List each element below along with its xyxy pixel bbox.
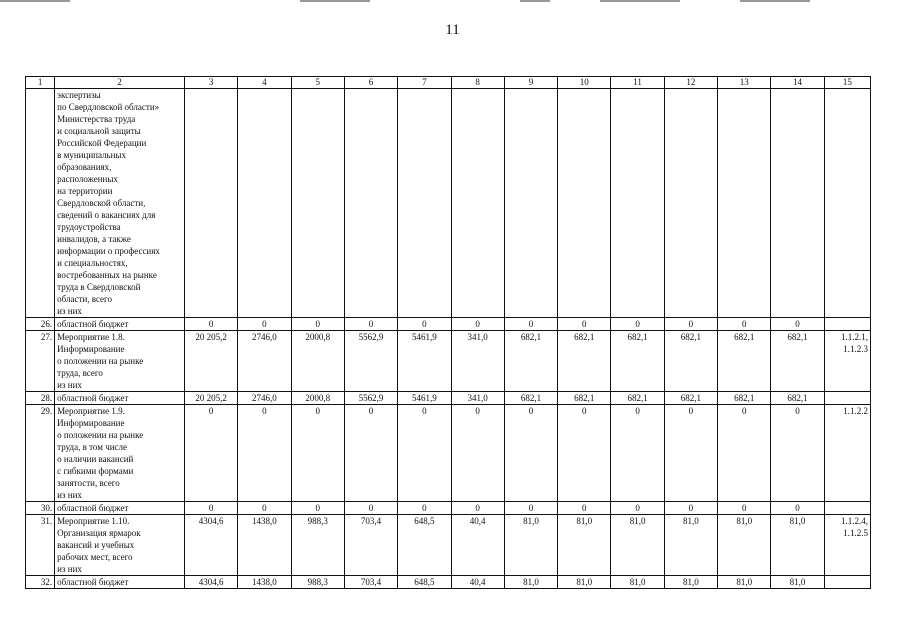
funding-value-cell: 0 (291, 405, 344, 502)
funding-value-cell: 81,0 (664, 515, 717, 576)
funding-value-cell: 0 (344, 318, 397, 331)
funding-value-cell: 4304,6 (184, 576, 237, 589)
funding-value-cell: 81,0 (504, 576, 557, 589)
activity-name-line: экспертизы (57, 90, 101, 100)
funding-value-cell: 0 (718, 318, 771, 331)
activity-name (55, 515, 185, 576)
activity-name-line: с гибкими формами (57, 466, 134, 476)
table-row (26, 576, 871, 589)
activity-name (55, 392, 185, 405)
activity-name-line: труда, в том числе (57, 442, 128, 452)
funding-value-cell: 0 (291, 502, 344, 515)
target-indicator-cell (824, 576, 870, 589)
activity-name-line: из них (57, 564, 82, 574)
funding-value-cell: 0 (504, 318, 557, 331)
target-indicator-cell (824, 502, 870, 515)
activity-name-line: Министерства труда (57, 114, 136, 124)
funding-value-cell: 81,0 (664, 576, 717, 589)
funding-value-cell: 0 (238, 318, 291, 331)
funding-value-cell: 0 (451, 405, 504, 502)
funding-value-cell: 682,1 (771, 331, 824, 392)
activity-name-line: вакансий и учебных (57, 540, 135, 550)
funding-value-cell: 0 (184, 405, 237, 502)
page-number: 11 (445, 22, 460, 38)
table-row (26, 392, 871, 405)
funding-value-cell: 682,1 (558, 331, 611, 392)
funding-value-cell (771, 89, 824, 318)
activity-name-line: Информирование (57, 344, 125, 354)
activity-name-line: на территории (57, 186, 113, 196)
activity-name (55, 318, 185, 331)
funding-value-cell: 0 (504, 502, 557, 515)
funding-value-cell (504, 89, 557, 318)
activity-name (55, 331, 185, 392)
activity-name-line: из них (57, 306, 82, 316)
column-number-header (26, 77, 871, 89)
funding-value-cell: 20 205,2 (184, 331, 237, 392)
funding-value-cell: 5562,9 (344, 392, 397, 405)
target-indicator-line: 1.1.2.2 (843, 406, 868, 416)
target-indicator-line: 1.1.2.4, (841, 516, 868, 526)
row-number (26, 89, 55, 318)
funding-value-cell: 682,1 (664, 331, 717, 392)
funding-value-cell: 0 (558, 502, 611, 515)
funding-value-cell: 682,1 (611, 331, 664, 392)
column-number-cell: 13 (718, 77, 771, 89)
funding-value-cell: 703,4 (344, 515, 397, 576)
activity-name-line: о наличии вакансий (57, 454, 134, 464)
row-number: 27. (26, 331, 55, 392)
column-number-cell: 12 (664, 77, 717, 89)
funding-value-cell: 0 (611, 405, 664, 502)
activity-name-line: областной бюджет (57, 503, 129, 513)
target-indicator-line: 1.1.2.5 (843, 528, 868, 538)
funding-value-cell: 81,0 (611, 515, 664, 576)
funding-value-cell: 5461,9 (398, 392, 451, 405)
funding-value-cell: 988,3 (291, 515, 344, 576)
funding-value-cell: 1438,0 (238, 515, 291, 576)
funding-value-cell (398, 89, 451, 318)
funding-value-cell: 682,1 (771, 392, 824, 405)
funding-value-cell: 0 (611, 502, 664, 515)
activity-name-line: областной бюджет (57, 577, 129, 587)
activity-name-line: расположенных (57, 174, 118, 184)
funding-value-cell: 0 (184, 318, 237, 331)
activity-name (55, 89, 185, 318)
activity-name-line: областной бюджет (57, 393, 129, 403)
column-number-cell: 1 (26, 77, 55, 89)
activity-name-line: инвалидов, а также (57, 234, 131, 244)
funding-value-cell: 0 (398, 502, 451, 515)
funding-value-cell: 682,1 (718, 392, 771, 405)
table-row (26, 515, 871, 576)
row-number: 28. (26, 392, 55, 405)
funding-value-cell: 0 (238, 502, 291, 515)
table-row (26, 405, 871, 502)
target-indicator-cell (824, 392, 870, 405)
table-row (26, 502, 871, 515)
activity-name-line: Свердловской области, (57, 198, 146, 208)
funding-value-cell: 0 (771, 318, 824, 331)
activity-name-line: по Свердловской области» (57, 102, 160, 112)
target-indicator-line: 1.1.2.3 (843, 344, 868, 354)
activity-name-line: Мероприятие 1.8. (57, 332, 125, 342)
column-number-cell: 14 (771, 77, 824, 89)
funding-value-cell: 81,0 (771, 576, 824, 589)
funding-value-cell: 40,4 (451, 576, 504, 589)
target-indicator-cell (824, 318, 870, 331)
funding-value-cell: 0 (398, 405, 451, 502)
funding-value-cell: 5562,9 (344, 331, 397, 392)
column-number-cell: 11 (611, 77, 664, 89)
activity-name-line: и специальностях, (57, 258, 128, 268)
funding-value-cell: 0 (451, 318, 504, 331)
funding-value-cell: 0 (398, 318, 451, 331)
column-number-cell: 5 (291, 77, 344, 89)
activity-name-line: востребованных на рынке (57, 270, 157, 280)
funding-value-cell: 0 (344, 405, 397, 502)
funding-value-cell: 2746,0 (238, 331, 291, 392)
row-number: 29. (26, 405, 55, 502)
funding-value-cell (344, 89, 397, 318)
funding-value-cell: 682,1 (504, 331, 557, 392)
funding-value-cell (451, 89, 504, 318)
column-number-cell: 7 (398, 77, 451, 89)
funding-value-cell: 20 205,2 (184, 392, 237, 405)
funding-value-cell: 0 (184, 502, 237, 515)
activity-name (55, 502, 185, 515)
budget-table (25, 76, 871, 589)
funding-value-cell: 81,0 (771, 515, 824, 576)
column-number-cell: 6 (344, 77, 397, 89)
funding-value-cell: 0 (291, 318, 344, 331)
funding-value-cell: 0 (771, 502, 824, 515)
column-number-cell: 9 (504, 77, 557, 89)
activity-name-line: и социальной защиты (57, 126, 141, 136)
column-number-cell: 8 (451, 77, 504, 89)
funding-value-cell (718, 89, 771, 318)
funding-value-cell (558, 89, 611, 318)
activity-name-line: рабочих мест, всего (57, 552, 133, 562)
funding-value-cell: 0 (238, 405, 291, 502)
target-indicator-cell (824, 515, 870, 576)
target-indicator-cell (824, 405, 870, 502)
activity-name-line: сведений о вакансиях для (57, 210, 156, 220)
activity-name-line: Российской Федерации (57, 138, 147, 148)
activity-name-line: трудоустройства (57, 222, 121, 232)
target-indicator-cell (824, 331, 870, 392)
funding-value-cell: 2000,8 (291, 392, 344, 405)
column-number-cell: 15 (824, 77, 870, 89)
activity-name-line: Организация ярмарок (57, 528, 141, 538)
activity-name-line: труда в Свердловской (57, 282, 141, 292)
table-row (26, 318, 871, 331)
funding-value-cell: 0 (611, 318, 664, 331)
funding-value-cell: 2746,0 (238, 392, 291, 405)
funding-value-cell: 0 (664, 318, 717, 331)
column-number-cell: 4 (238, 77, 291, 89)
activity-name (55, 405, 185, 502)
funding-value-cell: 0 (718, 405, 771, 502)
funding-value-cell: 81,0 (504, 515, 557, 576)
activity-name-line: Мероприятие 1.9. (57, 406, 125, 416)
funding-value-cell (291, 89, 344, 318)
activity-name (55, 576, 185, 589)
funding-value-cell: 682,1 (611, 392, 664, 405)
funding-value-cell: 40,4 (451, 515, 504, 576)
funding-value-cell: 341,0 (451, 392, 504, 405)
funding-value-cell: 0 (558, 318, 611, 331)
funding-value-cell: 648,5 (398, 576, 451, 589)
activity-name-line: областной бюджет (57, 319, 129, 329)
funding-value-cell: 341,0 (451, 331, 504, 392)
funding-value-cell: 81,0 (718, 515, 771, 576)
funding-value-cell: 81,0 (558, 515, 611, 576)
funding-value-cell: 81,0 (558, 576, 611, 589)
funding-value-cell: 5461,9 (398, 331, 451, 392)
funding-value-cell: 2000,8 (291, 331, 344, 392)
activity-name-line: в муниципальных (57, 150, 126, 160)
funding-value-cell: 0 (344, 502, 397, 515)
funding-value-cell: 0 (664, 405, 717, 502)
funding-value-cell: 81,0 (718, 576, 771, 589)
funding-value-cell: 4304,6 (184, 515, 237, 576)
activity-name-line: Мероприятие 1.10. (57, 516, 130, 526)
funding-value-cell: 0 (558, 405, 611, 502)
funding-value-cell: 988,3 (291, 576, 344, 589)
column-number-cell: 3 (184, 77, 237, 89)
row-number: 26. (26, 318, 55, 331)
funding-value-cell: 682,1 (718, 331, 771, 392)
funding-value-cell (611, 89, 664, 318)
scan-top-edge (0, 0, 905, 4)
activity-name-line: о положении на рынке (57, 356, 144, 366)
table-row (26, 89, 871, 318)
row-number: 31. (26, 515, 55, 576)
funding-value-cell: 682,1 (558, 392, 611, 405)
activity-name-line: из них (57, 380, 82, 390)
target-indicator-line: 1.1.2.1, (841, 332, 868, 342)
funding-value-cell: 0 (771, 405, 824, 502)
funding-value-cell: 682,1 (664, 392, 717, 405)
activity-name-line: информации о профессиях (57, 246, 160, 256)
funding-value-cell (664, 89, 717, 318)
funding-value-cell: 0 (451, 502, 504, 515)
table-row (26, 331, 871, 392)
row-number: 32. (26, 576, 55, 589)
funding-value-cell: 648,5 (398, 515, 451, 576)
target-indicator-cell (824, 89, 870, 318)
activity-name-line: области, всего (57, 294, 113, 304)
funding-value-cell: 81,0 (611, 576, 664, 589)
funding-value-cell: 703,4 (344, 576, 397, 589)
activity-name-line: занятости, всего (57, 478, 120, 488)
funding-value-cell: 0 (664, 502, 717, 515)
activity-name-line: труда, всего (57, 368, 103, 378)
funding-value-cell: 0 (718, 502, 771, 515)
activity-name-line: образованиях, (57, 162, 112, 172)
funding-value-cell: 0 (504, 405, 557, 502)
column-number-cell: 2 (55, 77, 185, 89)
funding-value-cell: 1438,0 (238, 576, 291, 589)
funding-value-cell: 682,1 (504, 392, 557, 405)
funding-value-cell (238, 89, 291, 318)
activity-name-line: из них (57, 490, 82, 500)
activity-name-line: Информирование (57, 418, 125, 428)
column-number-cell: 10 (558, 77, 611, 89)
row-number: 30. (26, 502, 55, 515)
funding-value-cell (184, 89, 237, 318)
activity-name-line: о положении на рынке (57, 430, 144, 440)
